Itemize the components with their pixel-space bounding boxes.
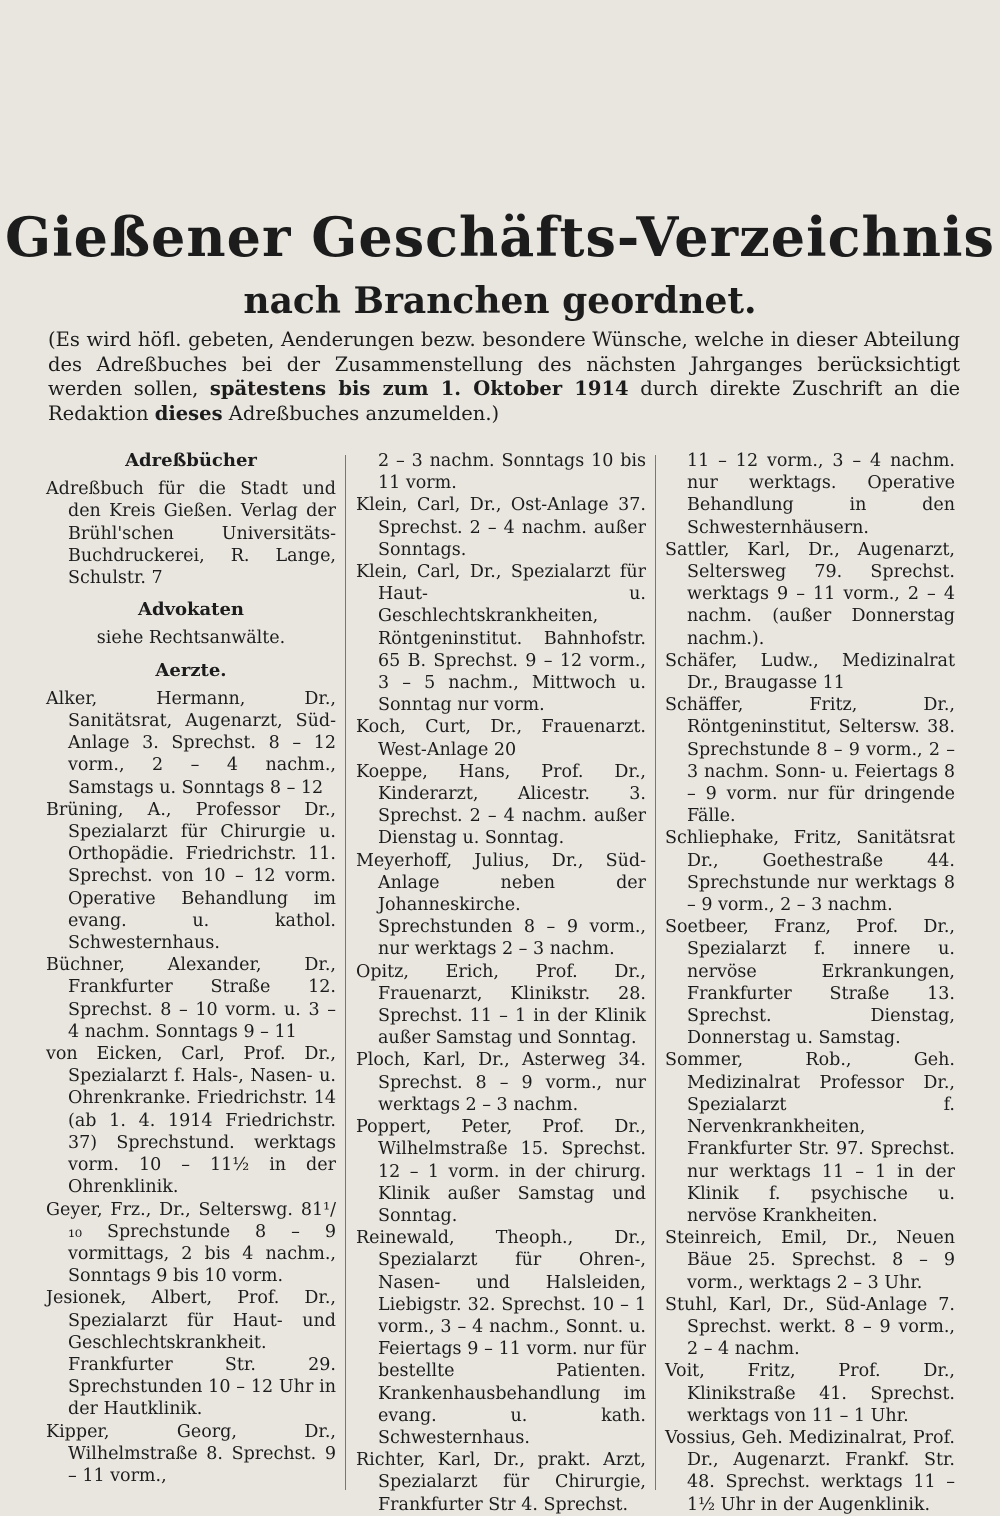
column-divider xyxy=(345,455,346,1490)
column-middle xyxy=(356,450,646,1516)
intro-text-2: durch direkte Zuschrift an die Redaktion xyxy=(48,377,961,425)
column-right xyxy=(665,450,955,1516)
see-reference: siehe Rechtsanwälte. xyxy=(96,628,286,649)
directory-entry: Schäffer, Fritz, Dr., Röntgeninstitut, Seltersw. 38. Sprechstunde 8 – 9 vorm., 2 – 3 nachm. Sonn- u. Feiertags 8 – 9 vorm. nur für dringende Fälle. xyxy=(665,695,955,827)
entry-continuation: 2 – 3 nachm. Sonntags 10 bis 11 vorm. xyxy=(378,451,646,494)
intro-text-1: (Es wird höfl. gebeten, Aenderungen bezw. besondere Wünsche, welche in dieser Abteilung des Adreßbuches bei der Zusammenstellung des nächsten Jahrganges berücksichtigt werden sollen, xyxy=(48,328,960,400)
directory-entry: Meyerhoff, Julius, Dr., Süd-Anlage neben der Johanneskirche. Sprechstunden 8 – 9 vorm., nur werktags 2 – 3 nachm. xyxy=(356,850,646,960)
column-left xyxy=(46,450,336,1487)
directory-entry: Adreßbuch für die Stadt und den Kreis Gießen. Verlag der Brühl'schen Universitäts-Buchdruckerei, R. Lange, Schulstr. 7 xyxy=(46,479,336,589)
directory-entry: Jesionek, Albert, Prof. Dr., Spezialarzt für Haut- und Geschlechtskrankheit. Frankfurter Str. 29. Sprechstunden 10 – 12 Uhr in der Hautklinik. xyxy=(46,1288,336,1420)
directory-entry: Stuhl, Karl, Dr., Süd-Anlage 7. Sprechst. werkt. 8 – 9 vorm., 2 – 4 nachm. xyxy=(665,1294,955,1360)
directory-entry: Sommer, Rob., Geh. Medizinalrat Professor Dr., Spezialarzt f. Nervenkrankheiten, Frankfurter Str. 97. Sprechst. nur werktags 11 – 1 in der Klinik f. psychische u. nervöse Krankheiten. xyxy=(665,1050,955,1226)
directory-entry: Klein, Carl, Dr., Spezialarzt für Haut- u. Geschlechtskrankheiten, Röntgeninstitut. Bahnhofstr. 65 B. Sprechst. 9 – 12 vorm., 3 – 5 nachm., Mittwoch u. Sonntag nur vorm. xyxy=(356,562,646,716)
page-title: Gießener Geschäfts-Verzeichnis xyxy=(5,205,995,269)
directory-entry: Opitz, Erich, Prof. Dr., Frauenarzt, Klinikstr. 28. Sprechst. 11 – 1 in der Klinik außer Samstag und Sonntag. xyxy=(356,961,646,1049)
directory-entry: Kipper, Georg, Dr., Wilhelmstraße 8. Sprechst. 9 – 11 vorm., xyxy=(46,1421,336,1486)
intro-this: dieses xyxy=(154,401,223,425)
section-heading: Aerzte. xyxy=(155,659,227,681)
section-heading: Advokaten xyxy=(137,599,244,621)
directory-entry: Ploch, Karl, Dr., Asterweg 34. Sprechst. 8 – 9 vorm., nur werktags 2 – 3 nachm. xyxy=(356,1050,646,1115)
entry-continuation: 11 – 12 vorm., 3 – 4 nachm. nur werktags. Operative Behandlung in den Schwesternhäusern. xyxy=(687,451,955,538)
directory-entry: Soetbeer, Franz, Prof. Dr., Spezialarzt f. innere u. nervöse Erkrankungen, Frankfurter Straße 13. Sprechst. Dienstag, Donnerstag u. Samstag. xyxy=(665,917,955,1049)
directory-entry: Koeppe, Hans, Prof. Dr., Kinderarzt, Alicestr. 3. Sprechst. 2 – 4 nachm. außer Dienstag u. Sonntag. xyxy=(356,761,646,849)
directory-entry: Koch, Curt, Dr., Frauenarzt. West-Anlage 20 xyxy=(356,717,646,760)
page-subtitle: nach Branchen geordnet. xyxy=(243,280,757,322)
directory-entry: Klein, Carl, Dr., Ost-Anlage 37. Sprechst. 2 – 4 nachm. außer Sonntags. xyxy=(356,495,646,560)
directory-entry: Reinewald, Theoph., Dr., Spezialarzt für Ohren-, Nasen- und Halsleiden, Liebigstr. 32. Sprechst. 10 – 1 vorm., 3 – 4 nachm., Sonnt. u. Feiertags 9 – 11 vorm. nur für bestellte Patienten. Krankenhausbehandlung im evang. u. kath. Schwesternhaus. xyxy=(356,1228,646,1448)
directory-entry: Brüning, A., Professor Dr., Spezialarzt für Chirurgie u. Orthopädie. Friedrichstr. 11. Sprechst. von 10 – 12 vorm. Operative Behandlung im evang. u. kathol. Schwesternhaus. xyxy=(46,799,336,954)
directory-entry: Vossius, Geh. Medizinalrat, Prof. Dr., Augenarzt. Frankf. Str. 48. Sprechst. werktags 11 – 1½ Uhr in der Augenklinik. xyxy=(665,1427,955,1515)
directory-entry: Büchner, Alexander, Dr., Frankfurter Straße 12. Sprechst. 8 – 10 vorm. u. 3 – 4 nachm. Sonntags 9 – 11 xyxy=(46,955,336,1042)
directory-entry: Voit, Fritz, Prof. Dr., Klinikstraße 41. Sprechst. werktags von 11 – 1 Uhr. xyxy=(665,1361,955,1426)
directory-entry: Steinreich, Emil, Dr., Neuen Bäue 25. Sprechst. 8 – 9 vorm., werktags 2 – 3 Uhr. xyxy=(665,1228,955,1293)
directory-entry: Schliephake, Fritz, Sanitätsrat Dr., Goethestraße 44. Sprechstunde nur werktags 8 – 9 vorm., 2 – 3 nachm. xyxy=(665,828,955,916)
directory-entry: von Eicken, Carl, Prof. Dr., Spezialarzt f. Hals-, Nasen- u. Ohrenkranke. Friedrichstr. 14 (ab 1. 4. 1914 Friedrichstr. 37) Sprechstund. werktags vorm. 10 – 11½ in der Ohrenklinik. xyxy=(46,1044,336,1198)
intro-deadline: spätestens bis zum 1. Oktober 1914 xyxy=(209,377,629,400)
column-divider xyxy=(655,455,656,1490)
directory-entry: Sattler, Karl, Dr., Augenarzt, Seltersweg 79. Sprechst. werktags 9 – 11 vorm., 2 – 4 nachm. (außer Donnerstag nachm.). xyxy=(665,539,955,649)
intro-note xyxy=(48,328,960,426)
intro-text-3: Adreßbuches anzumelden.) xyxy=(228,401,500,425)
directory-entry: Poppert, Peter, Prof. Dr., Wilhelmstraße 15. Sprechst. 12 – 1 vorm. in der chirurg. Klinik außer Samstag und Sonntag. xyxy=(356,1117,646,1226)
section-heading: Adreßbücher xyxy=(125,450,257,471)
directory-entry: Richter, Karl, Dr., prakt. Arzt, Spezialarzt für Chirurgie, Frankfurter Str 4. Sprechst. xyxy=(356,1450,646,1515)
directory-entry: Alker, Hermann, Dr., Sanitätsrat, Augenarzt, Süd-Anlage 3. Sprechst. 8 – 12 vorm., 2 – 4 nachm., Samstags u. Sonntags 8 – 12 xyxy=(46,688,336,798)
directory-entry: Schäfer, Ludw., Medizinalrat Dr., Braugasse 11 xyxy=(665,650,955,694)
directory-entry: Geyer, Frz., Dr., Selterswg. 81¹/₁₀ Sprechstunde 8 – 9 vormittags, 2 bis 4 nachm., Sonntags 9 bis 10 vorm. xyxy=(46,1199,336,1287)
